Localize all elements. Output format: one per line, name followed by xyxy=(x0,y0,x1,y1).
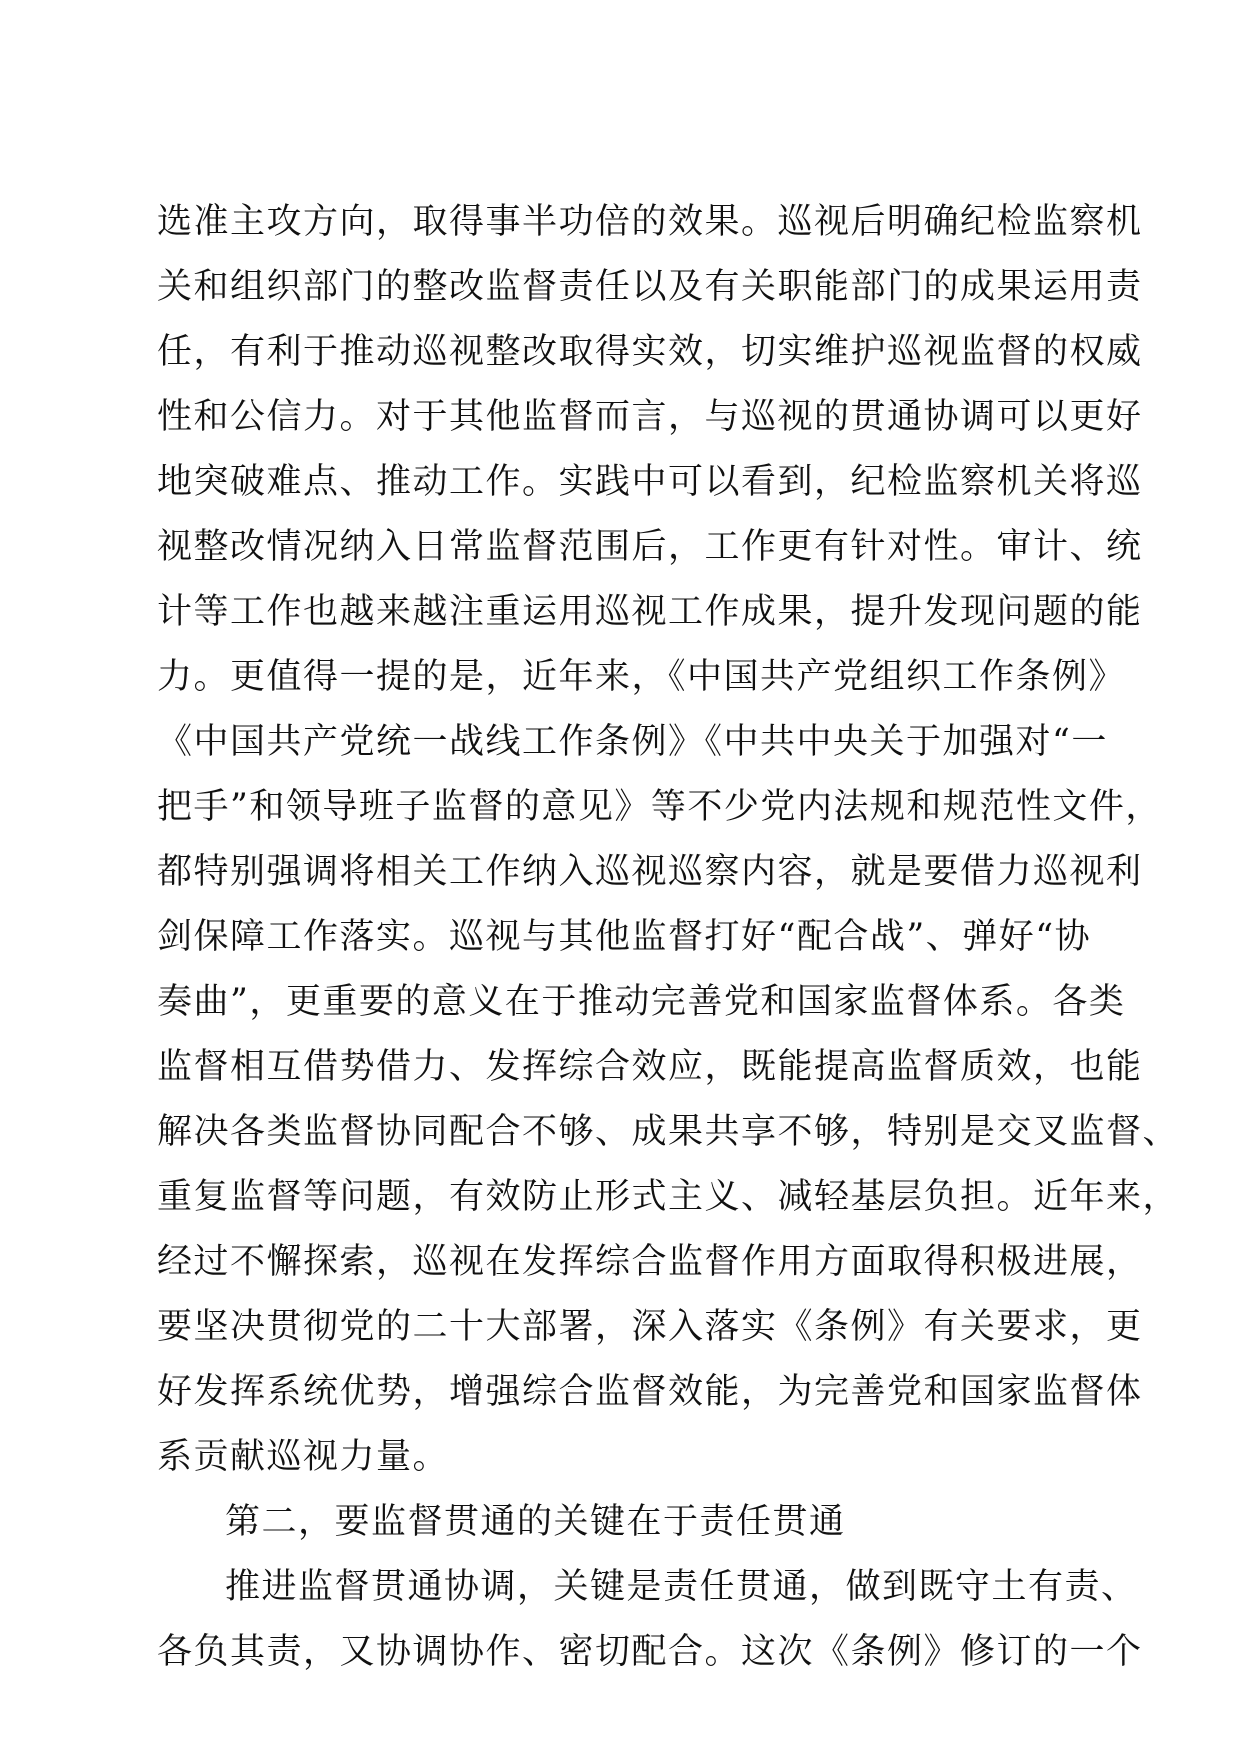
text-line: 经过不懈探索，巡视在发挥综合监督作用方面取得积极进展， xyxy=(157,1242,1143,1282)
text-line: 计等工作也越来越注重运用巡视工作成果，提升发现问题的能 xyxy=(157,592,1143,632)
text-line: 都特别强调将相关工作纳入巡视巡察内容，就是要借力巡视利 xyxy=(157,852,1143,892)
text-line: 选准主攻方向，取得事半功倍的效果。巡视后明确纪检监察机 xyxy=(157,202,1143,242)
text-line: 力。更值得一提的是，近年来，《中国共产党组织工作条例》 xyxy=(157,657,1126,697)
text-line: 奏曲”，更重要的意义在于推动完善党和国家监督体系。各类 xyxy=(157,982,1126,1022)
text-line: 性和公信力。对于其他监督而言，与巡视的贯通协调可以更好 xyxy=(157,397,1143,437)
paragraph-start-line: 第二，要监督贯通的关键在于责任贯通 xyxy=(225,1502,846,1542)
text-line: 各负其责，又协调协作、密切配合。这次《条例》修订的一个 xyxy=(157,1632,1143,1672)
text-line: 解决各类监督协同配合不够、成果共享不够，特别是交叉监督、 xyxy=(157,1112,1180,1152)
text-line: 地突破难点、推动工作。实践中可以看到，纪检监察机关将巡 xyxy=(157,462,1143,502)
paragraph-start-line: 推进监督贯通协调，关键是责任贯通，做到既守土有责、 xyxy=(225,1567,1138,1607)
text-line: 好发挥系统优势，增强综合监督效能，为完善党和国家监督体 xyxy=(157,1372,1143,1412)
text-line: 重复监督等问题，有效防止形式主义、减轻基层负担。近年来， xyxy=(157,1177,1180,1217)
text-line: 任，有利于推动巡视整改取得实效，切实维护巡视监督的权威 xyxy=(157,332,1143,372)
text-line: 关和组织部门的整改监督责任以及有关职能部门的成果运用责 xyxy=(157,267,1143,307)
body-text xyxy=(157,190,1180,1685)
text-line: 剑保障工作落实。巡视与其他监督打好“配合战”、弹好“协 xyxy=(157,917,1092,957)
text-line: 监督相互借势借力、发挥综合效应，既能提高监督质效，也能 xyxy=(157,1047,1143,1087)
text-line: 系贡献巡视力量。 xyxy=(157,1437,450,1477)
text-line: 《中国共产党统一战线工作条例》《中共中央关于加强对“一 xyxy=(157,722,1108,762)
text-line: 把手”和领导班子监督的意见》等不少党内法规和规范性文件， xyxy=(157,787,1162,827)
text-line: 要坚决贯彻党的二十大部署，深入落实《条例》有关要求，更 xyxy=(157,1307,1143,1347)
text-line: 视整改情况纳入日常监督范围后，工作更有针对性。审计、统 xyxy=(157,527,1143,567)
